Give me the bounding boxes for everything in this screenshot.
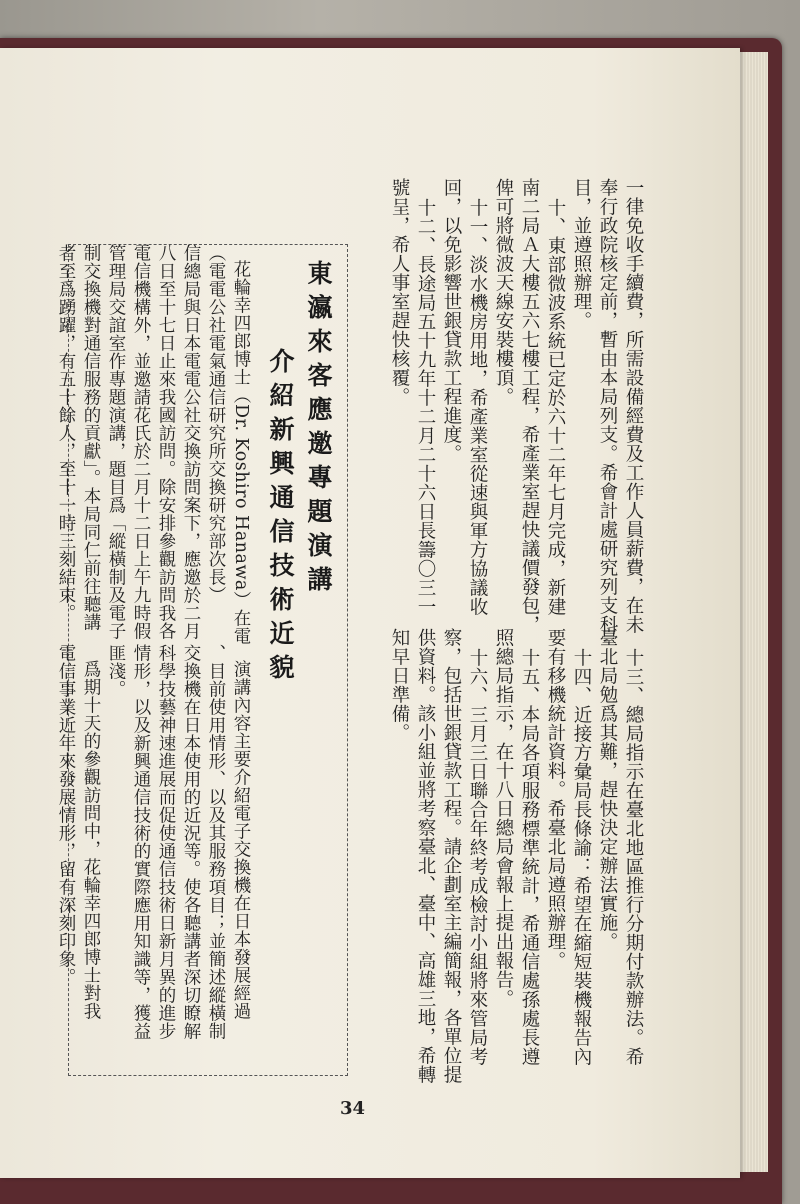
text-column: 一律免收手續費，所需設備經費及工作人員薪費，在未 [623,178,644,634]
text-column: 知早日準備。 [389,628,410,742]
text-column: 十四、近接方彙局長條諭：希望在縮短裝機報告內 [571,648,592,1066]
text-column: 南二局Ａ大樓五六七樓工程，希產業室趕快議價發包， [519,178,540,634]
text-column: 科學技藝神速進展而促使通信技術日新月異的進步 [156,644,176,1040]
text-column: 回，以免影響世銀貸款工程進度。 [441,178,462,463]
text-column: 花輪幸四郎博士（Dr. Koshiro Hanawa）在電 [231,260,251,645]
text-column: 電信事業近年來發展情形，留有深刻印象。 [56,644,76,986]
text-column: 者至爲踴躍，有五十餘人，至十一時三刻結束。 [56,244,76,622]
text-column: 察，包括世銀貸款工程。請企劃室主編簡報，各單位提 [441,628,462,1084]
text-column: 十六、三月三日聯合年終考成檢討小組將來管局考 [467,648,488,1066]
text-column: 、目前使用情形、以及其服務項目；並簡述縱橫制 [206,644,226,1040]
text-column: 十三、總局指示在臺北地區推行分期付款辦法。希 [623,648,644,1066]
text-column: 信總局與日本電電公社交換訪問案下，應邀於二月 [181,244,201,640]
text-column: 爲期十天的參觀訪問中，花輪幸四郎博士對我 [81,660,101,1020]
text-column: 制交換機對通信服務的貢獻」。本局同仁前往聽講 [81,244,101,632]
text-column: 號呈，希人事室趕快核覆。 [389,178,410,406]
text-column: 情形，以及新興通信技術的實際應用知識等，獲益 [131,644,151,1040]
article-title: 介紹新興通信技術近貌 [266,348,295,688]
text-column: 要有移機統計資料。希臺北局遵照辦理。 [545,628,566,970]
text-column: 照總局指示，在十八日總局會報上提出報告。 [493,628,514,1008]
text-column: 交換機在日本使用的近況等。使各聽講者深切瞭解 [181,644,201,1040]
text-column: 奉行政院核定前，暫由本局列支。希會計處研究列支科 [597,178,618,634]
page-number: 34 [340,1098,366,1119]
text-column: （電電公社電氣通信研究所交換研究部次長） [206,244,226,604]
text-column: 演講內容主要介紹電子交換機在日本發展經過 [231,660,251,1020]
text-column: 匪淺。 [106,644,126,698]
book-page [0,48,740,1178]
text-column: 俾可將微波天線安裝樓頂。 [493,178,514,406]
article-title: 東瀛來客應邀專題演講 [304,260,333,600]
text-column: 管理局交誼室作專題演講，題目爲「縱橫制及電子 [106,244,126,640]
text-column: 臺北局勉爲其難，趕快決定辦法實施。 [597,628,618,951]
text-column: 八日至十七日止來我國訪問。除安排參觀訪問我各 [156,244,176,640]
text-column: 十二、長途局五十九年十二月二十六日長籌〇三一 [415,198,436,616]
text-column: 十、東部微波系統已定於六十二年七月完成，新建 [545,198,566,616]
text-column: 電信機構外，並邀請花氏於二月十二日上午九時假 [131,244,151,640]
text-column: 供資料。該小組並將考察臺北、臺中、高雄三地，希轉 [415,628,436,1084]
text-column: 目，並遵照辦理。 [571,178,592,330]
text-column: 十一、淡水機房用地，希產業室從速與軍方協議收 [467,198,488,616]
text-column: 十五、本局各項服務標準統計，希通信處孫處長遵 [519,648,540,1066]
